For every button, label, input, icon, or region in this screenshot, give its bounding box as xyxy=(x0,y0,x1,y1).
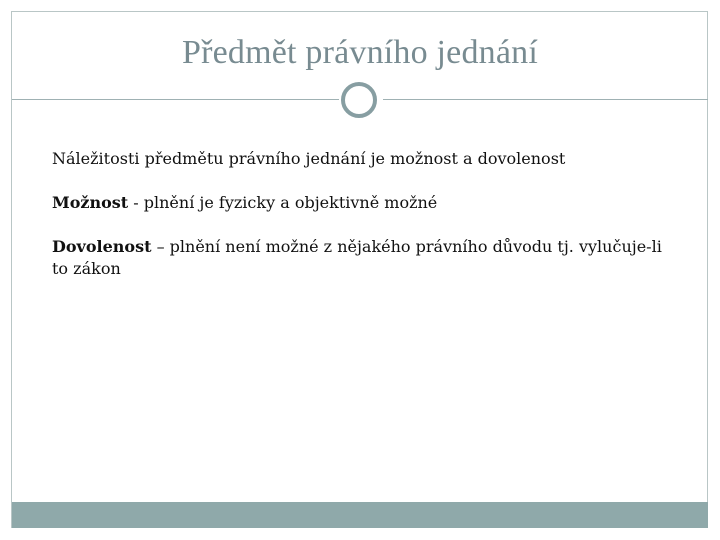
title-divider-left xyxy=(12,99,339,100)
slide-body xyxy=(52,148,682,302)
slide-title: Předmět právního jednání xyxy=(181,34,539,71)
footer-bar xyxy=(12,502,708,528)
permissibility-term: Dovolenost xyxy=(52,237,152,256)
requirements-text: Náležitosti předmětu právního jednání je možnost a dovolenost xyxy=(52,149,566,168)
permissibility-separator: – xyxy=(151,237,170,256)
paragraph-requirements xyxy=(52,148,682,170)
permissibility-definition: plnění není možné z nějakého právního důvodu tj. vylučuje-li to zákon xyxy=(52,237,662,278)
possibility-definition: plnění je fyzicky a objektivně možné xyxy=(143,193,438,212)
title-divider-right xyxy=(383,99,708,100)
possibility-separator: - xyxy=(128,193,144,212)
possibility-term: Možnost xyxy=(52,193,129,212)
paragraph-permissibility xyxy=(52,236,682,280)
circle-ornament-icon xyxy=(341,82,377,118)
paragraph-possibility xyxy=(52,192,682,214)
